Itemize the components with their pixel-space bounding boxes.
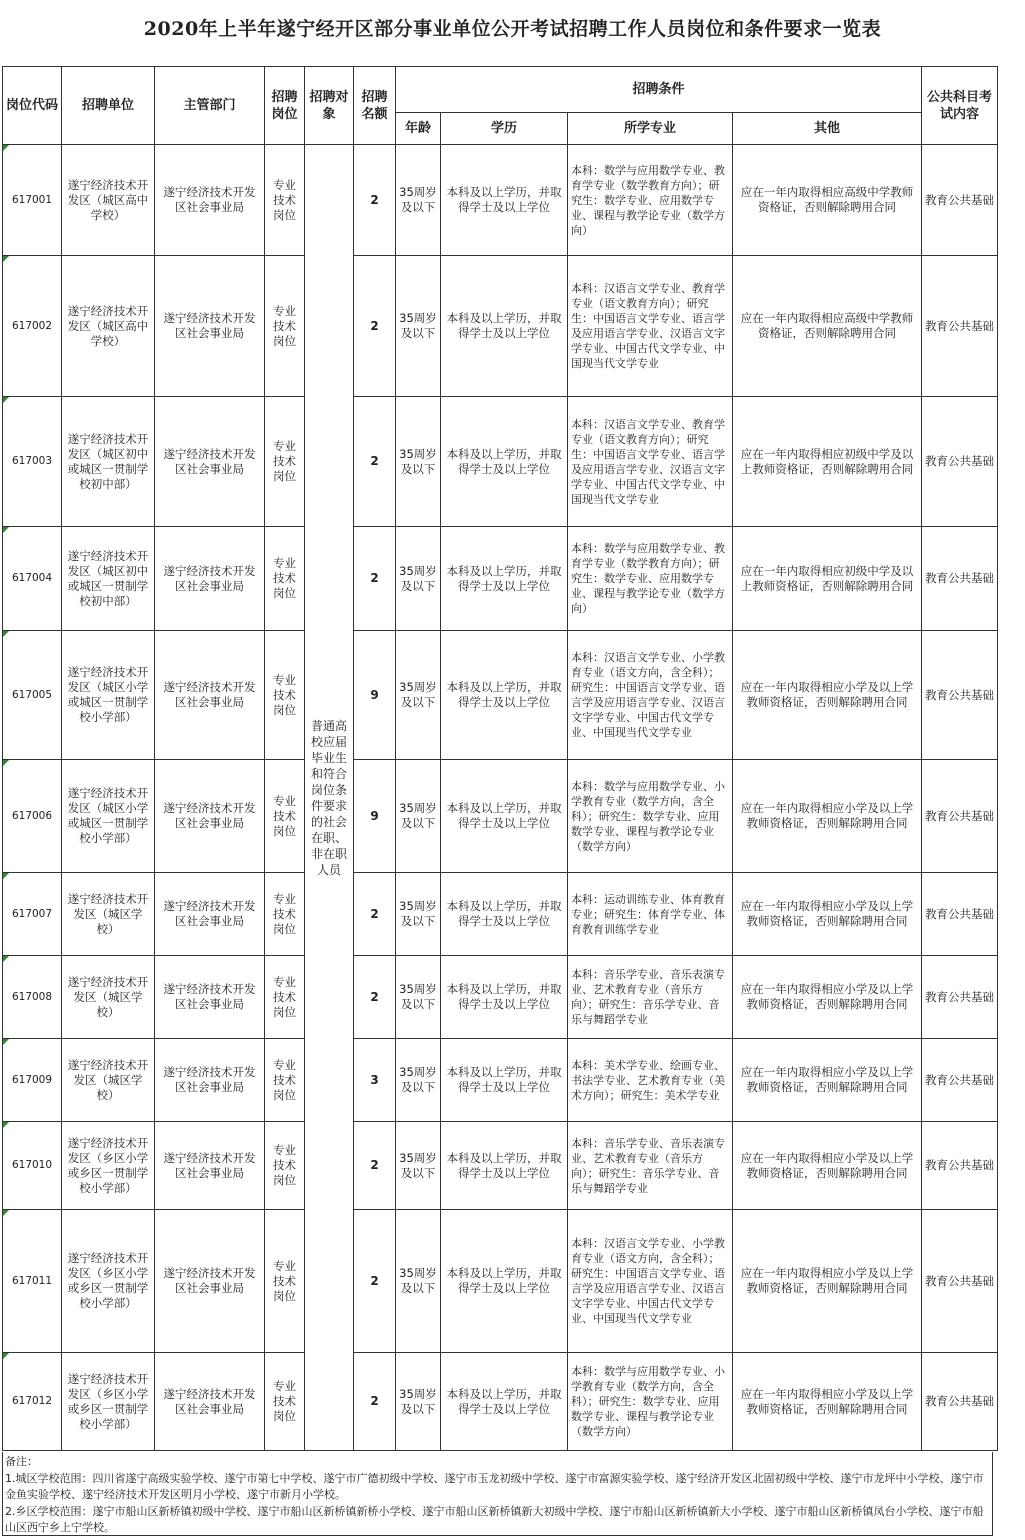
positions-table (2, 66, 998, 1451)
cell-dept: 遂宁经济技术开发区社会事业局 (155, 1210, 265, 1353)
cell-dept: 遂宁经济技术开发区社会事业局 (155, 1039, 265, 1122)
cell-unit: 遂宁经济技术开发区（城区学校） (62, 956, 155, 1039)
table-row (3, 527, 998, 631)
cell-target: 普通高校应届毕业生和符合岗位条件要求的社会在职、非在职人员 (305, 145, 354, 1451)
header-other: 其他 (733, 113, 922, 145)
notes-line-2: 2.乡区学校范围：遂宁市船山区新桥镇初级中学校、遂宁市船山区新桥镇新桥小学校、遂宁市船山区新桥镇新大初级中学校、遂宁市船山区新桥镇新大小学校、遂宁市船山区新桥镇凤台小学校、遂宁市船山区西宁乡上宁学校。 (5, 1504, 984, 1534)
cell-code: 617001 (3, 145, 62, 256)
cell-edu: 本科及以上学历，并取得学士及以上学位 (441, 873, 568, 956)
header-unit: 招聘单位 (62, 67, 155, 145)
cell-other: 应在一年内取得相应小学及以上学教师资格证，否则解除聘用合同 (733, 1210, 922, 1353)
cell-post: 专业技术岗位 (265, 760, 305, 873)
cell-edu: 本科及以上学历，并取得学士及以上学位 (441, 631, 568, 760)
cell-other: 应在一年内取得相应小学及以上学教师资格证，否则解除聘用合同 (733, 1353, 922, 1451)
table-row (3, 631, 998, 760)
cell-other: 应在一年内取得相应小学及以上学教师资格证，否则解除聘用合同 (733, 760, 922, 873)
cell-unit: 遂宁经济技术开发区（城区学校） (62, 1039, 155, 1122)
cell-code: 617006 (3, 760, 62, 873)
cell-post: 专业技术岗位 (265, 1122, 305, 1210)
cell-exam: 教育公共基础 (922, 873, 998, 956)
cell-age: 35周岁及以下 (396, 256, 441, 397)
cell-post: 专业技术岗位 (265, 631, 305, 760)
cell-exam: 教育公共基础 (922, 1210, 998, 1353)
cell-unit: 遂宁经济技术开发区（乡区小学或乡区一贯制学校小学部） (62, 1122, 155, 1210)
cell-code: 617007 (3, 873, 62, 956)
cell-other: 应在一年内取得相应小学及以上学教师资格证，否则解除聘用合同 (733, 631, 922, 760)
cell-edu: 本科及以上学历，并取得学士及以上学位 (441, 256, 568, 397)
cell-edu: 本科及以上学历，并取得学士及以上学位 (441, 145, 568, 256)
cell-quota: 3 (354, 1039, 396, 1122)
cell-edu: 本科及以上学历，并取得学士及以上学位 (441, 527, 568, 631)
cell-age: 35周岁及以下 (396, 873, 441, 956)
table-row (3, 397, 998, 527)
table-row (3, 956, 998, 1039)
cell-code: 617004 (3, 527, 62, 631)
table-body (3, 145, 998, 1451)
cell-edu: 本科及以上学历，并取得学士及以上学位 (441, 397, 568, 527)
cell-dept: 遂宁经济技术开发区社会事业局 (155, 256, 265, 397)
cell-edu: 本科及以上学历，并取得学士及以上学位 (441, 1210, 568, 1353)
header-quota: 招聘名额 (354, 67, 396, 145)
cell-other: 应在一年内取得相应小学及以上学教师资格证，否则解除聘用合同 (733, 956, 922, 1039)
notes-label: 备注： (5, 1455, 38, 1468)
cell-code: 617005 (3, 631, 62, 760)
cell-other: 应在一年内取得相应高级中学教师资格证，否则解除聘用合同 (733, 256, 922, 397)
cell-age: 35周岁及以下 (396, 397, 441, 527)
cell-dept: 遂宁经济技术开发区社会事业局 (155, 873, 265, 956)
header-post: 招聘岗位 (265, 67, 305, 145)
cell-major: 本科：汉语言文学专业、教育学专业（语文教育方向）；研究生：中国语言文学专业、语言学及应用语言学专业、汉语言文字学专业、中国古代文学专业、中国现当代文学专业 (568, 256, 733, 397)
cell-exam: 教育公共基础 (922, 760, 998, 873)
cell-age: 35周岁及以下 (396, 145, 441, 256)
cell-dept: 遂宁经济技术开发区社会事业局 (155, 631, 265, 760)
cell-quota: 2 (354, 1210, 396, 1353)
cell-unit: 遂宁经济技术开发区（城区小学或城区一贯制学校小学部） (62, 631, 155, 760)
cell-edu: 本科及以上学历，并取得学士及以上学位 (441, 1039, 568, 1122)
cell-quota: 9 (354, 631, 396, 760)
table-row (3, 145, 998, 256)
cell-exam: 教育公共基础 (922, 1122, 998, 1210)
cell-major: 本科：数学与应用数学专业、教育学专业（数学教育方向）；研究生：数学专业、应用数学专业、课程与教学论专业（数学方向） (568, 527, 733, 631)
table-row (3, 1210, 998, 1353)
cell-unit: 遂宁经济技术开发区（城区初中或城区一贯制学校初中部） (62, 397, 155, 527)
header-age: 年龄 (396, 113, 441, 145)
cell-quota: 2 (354, 873, 396, 956)
cell-code: 617002 (3, 256, 62, 397)
header-exam: 公共科目考试内容 (922, 67, 998, 145)
cell-other: 应在一年内取得相应小学及以上学教师资格证，否则解除聘用合同 (733, 873, 922, 956)
cell-exam: 教育公共基础 (922, 1039, 998, 1122)
table-row (3, 1122, 998, 1210)
header-dept: 主管部门 (155, 67, 265, 145)
cell-edu: 本科及以上学历，并取得学士及以上学位 (441, 1353, 568, 1451)
cell-major: 本科：数学与应用数学专业、教育学专业（数学教育方向）；研究生：数学专业、应用数学专业、课程与教学论专业（数学方向） (568, 145, 733, 256)
cell-unit: 遂宁经济技术开发区（城区高中学校） (62, 145, 155, 256)
cell-code: 617012 (3, 1353, 62, 1451)
cell-code: 617010 (3, 1122, 62, 1210)
cell-other: 应在一年内取得相应小学及以上学教师资格证，否则解除聘用合同 (733, 1039, 922, 1122)
cell-code: 617008 (3, 956, 62, 1039)
cell-other: 应在一年内取得相应初级中学及以上教师资格证，否则解除聘用合同 (733, 527, 922, 631)
cell-age: 35周岁及以下 (396, 1210, 441, 1353)
cell-major: 本科：美术学专业、绘画专业、书法学专业、艺术教育专业（美术方向）；研究生：美术学专业 (568, 1039, 733, 1122)
cell-dept: 遂宁经济技术开发区社会事业局 (155, 527, 265, 631)
cell-major: 本科：音乐学专业、音乐表演专业、艺术教育专业（音乐方向）；研究生：音乐学专业、音乐与舞蹈学专业 (568, 956, 733, 1039)
cell-exam: 教育公共基础 (922, 631, 998, 760)
notes-section (2, 1452, 993, 1536)
notes-line-1: 1.城区学校范围：四川省遂宁高级实验学校、遂宁市第七中学校、遂宁市广德初级中学校、遂宁市玉龙初级中学校、遂宁市富源实验学校、遂宁经济开发区北固初级中学校、遂宁市龙坪中小学校、遂宁市金鱼实验学校、遂宁经济技术开发区明月小学校、遂宁市新月小学校。 (5, 1471, 984, 1501)
cell-code: 617009 (3, 1039, 62, 1122)
cell-dept: 遂宁经济技术开发区社会事业局 (155, 760, 265, 873)
cell-quota: 2 (354, 397, 396, 527)
cell-quota: 2 (354, 256, 396, 397)
cell-age: 35周岁及以下 (396, 631, 441, 760)
cell-age: 35周岁及以下 (396, 760, 441, 873)
cell-quota: 2 (354, 527, 396, 631)
cell-quota: 2 (354, 956, 396, 1039)
cell-major: 本科：汉语言文学专业、小学教育专业（语文方向，含全科）；研究生：中国语言文学专业、语言学及应用语言学专业、汉语言文字学专业、中国古代文学专业、中国现当代文学专业 (568, 631, 733, 760)
cell-age: 35周岁及以下 (396, 527, 441, 631)
cell-other: 应在一年内取得相应高级中学教师资格证，否则解除聘用合同 (733, 145, 922, 256)
cell-exam: 教育公共基础 (922, 1353, 998, 1451)
table-row (3, 256, 998, 397)
table-header (3, 67, 998, 145)
header-conditions: 招聘条件 (396, 67, 922, 113)
header-code: 岗位代码 (3, 67, 62, 145)
cell-code: 617003 (3, 397, 62, 527)
cell-post: 专业技术岗位 (265, 1210, 305, 1353)
cell-unit: 遂宁经济技术开发区（城区高中学校） (62, 256, 155, 397)
header-target: 招聘对象 (305, 67, 354, 145)
cell-dept: 遂宁经济技术开发区社会事业局 (155, 397, 265, 527)
cell-unit: 遂宁经济技术开发区（城区学校） (62, 873, 155, 956)
header-major: 所学专业 (568, 113, 733, 145)
cell-post: 专业技术岗位 (265, 397, 305, 527)
header-edu: 学历 (441, 113, 568, 145)
cell-major: 本科：音乐学专业、音乐表演专业、艺术教育专业（音乐方向）；研究生：音乐学专业、音乐与舞蹈学专业 (568, 1122, 733, 1210)
cell-post: 专业技术岗位 (265, 527, 305, 631)
cell-other: 应在一年内取得相应初级中学及以上教师资格证，否则解除聘用合同 (733, 397, 922, 527)
cell-age: 35周岁及以下 (396, 1122, 441, 1210)
cell-post: 专业技术岗位 (265, 956, 305, 1039)
cell-age: 35周岁及以下 (396, 1039, 441, 1122)
table-row (3, 873, 998, 956)
cell-post: 专业技术岗位 (265, 873, 305, 956)
cell-quota: 2 (354, 1353, 396, 1451)
cell-quota: 2 (354, 1122, 396, 1210)
cell-edu: 本科及以上学历，并取得学士及以上学位 (441, 760, 568, 873)
cell-other: 应在一年内取得相应小学及以上学教师资格证，否则解除聘用合同 (733, 1122, 922, 1210)
cell-dept: 遂宁经济技术开发区社会事业局 (155, 145, 265, 256)
table-row (3, 760, 998, 873)
cell-code: 617011 (3, 1210, 62, 1353)
cell-major: 本科：汉语言文学专业、小学教育专业（语文方向，含全科）；研究生：中国语言文学专业、语言学及应用语言学专业、汉语言文字学专业、中国古代文学专业、中国现当代文学专业 (568, 1210, 733, 1353)
cell-quota: 9 (354, 760, 396, 873)
cell-age: 35周岁及以下 (396, 956, 441, 1039)
cell-unit: 遂宁经济技术开发区（城区小学或城区一贯制学校小学部） (62, 760, 155, 873)
cell-dept: 遂宁经济技术开发区社会事业局 (155, 1353, 265, 1451)
cell-edu: 本科及以上学历，并取得学士及以上学位 (441, 1122, 568, 1210)
cell-exam: 教育公共基础 (922, 527, 998, 631)
cell-major: 本科：运动训练专业、体育教育专业；研究生：体育学专业、体育教育训练学专业 (568, 873, 733, 956)
cell-exam: 教育公共基础 (922, 956, 998, 1039)
cell-post: 专业技术岗位 (265, 145, 305, 256)
cell-unit: 遂宁经济技术开发区（乡区小学或乡区一贯制学校小学部） (62, 1210, 155, 1353)
cell-major: 本科：数学与应用数学专业、小学教育专业（数学方向，含全科）；研究生：数学专业、应用数学专业、课程与教学论专业（数学方向） (568, 760, 733, 873)
cell-post: 专业技术岗位 (265, 256, 305, 397)
table-row (3, 1039, 998, 1122)
cell-major: 本科：汉语言文学专业、教育学专业（语文教育方向）；研究生：中国语言文学专业、语言学及应用语言学专业、汉语言文字学专业、中国古代文学专业、中国现当代文学专业 (568, 397, 733, 527)
cell-major: 本科：数学与应用数学专业、小学教育专业（数学方向，含全科）；研究生：数学专业、应用数学专业、课程与教学论专业（数学方向） (568, 1353, 733, 1451)
cell-dept: 遂宁经济技术开发区社会事业局 (155, 956, 265, 1039)
cell-quota: 2 (354, 145, 396, 256)
page-title: 2020年上半年遂宁经开区部分事业单位公开考试招聘工作人员岗位和条件要求一览表 (143, 18, 882, 40)
cell-unit: 遂宁经济技术开发区（乡区小学或乡区一贯制学校小学部） (62, 1353, 155, 1451)
cell-exam: 教育公共基础 (922, 397, 998, 527)
cell-age: 35周岁及以下 (396, 1353, 441, 1451)
cell-edu: 本科及以上学历，并取得学士及以上学位 (441, 956, 568, 1039)
cell-post: 专业技术岗位 (265, 1039, 305, 1122)
cell-exam: 教育公共基础 (922, 256, 998, 397)
cell-dept: 遂宁经济技术开发区社会事业局 (155, 1122, 265, 1210)
cell-unit: 遂宁经济技术开发区（城区初中或城区一贯制学校初中部） (62, 527, 155, 631)
cell-exam: 教育公共基础 (922, 145, 998, 256)
table-row (3, 1353, 998, 1451)
cell-post: 专业技术岗位 (265, 1353, 305, 1451)
